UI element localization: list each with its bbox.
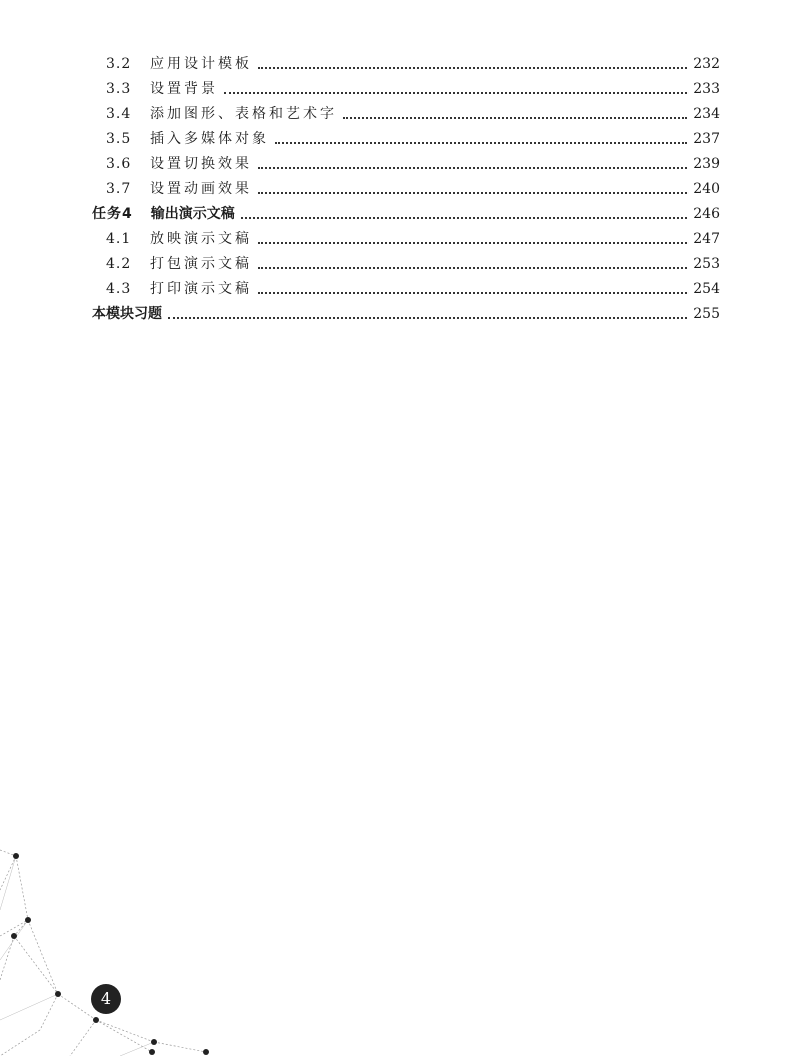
toc-page-number: 234 (693, 106, 720, 122)
toc-section-row (92, 302, 720, 327)
page-number-badge: 4 (91, 984, 121, 1014)
toc-dot-leader (343, 116, 687, 119)
toc-number: 3.4 (106, 106, 132, 122)
toc-page-number: 239 (693, 156, 720, 172)
toc-subsection-row (92, 152, 720, 177)
toc-dot-leader (258, 266, 687, 269)
toc-dot-leader (258, 191, 687, 194)
table-of-contents (92, 52, 720, 327)
toc-dot-leader (258, 291, 687, 294)
toc-title: 输出演示文稿 (150, 206, 235, 222)
network-decoration (0, 830, 240, 1056)
toc-dot-leader (258, 66, 687, 69)
toc-number: 4.2 (106, 256, 132, 272)
toc-title: 设置切换效果 (150, 156, 252, 172)
toc-subsection-row (92, 52, 720, 77)
toc-section-row (92, 202, 720, 227)
toc-subsection-row (92, 127, 720, 152)
toc-subsection-row (92, 177, 720, 202)
toc-number: 3.3 (106, 81, 132, 97)
toc-page-number: 254 (693, 281, 720, 297)
toc-title: 插入多媒体对象 (150, 131, 269, 147)
toc-subsection-row (92, 102, 720, 127)
toc-subsection-row (92, 77, 720, 102)
toc-page-number: 246 (693, 206, 720, 222)
toc-title: 应用设计模板 (150, 56, 252, 72)
toc-dot-leader (241, 216, 688, 219)
toc-number: 3.7 (106, 181, 132, 197)
toc-number: 3.5 (106, 131, 132, 147)
toc-dot-leader (224, 91, 687, 94)
toc-subsection-row (92, 227, 720, 252)
toc-dot-leader (275, 141, 687, 144)
toc-title: 本模块习题 (92, 306, 162, 322)
toc-number: 4.3 (106, 281, 132, 297)
toc-title: 打印演示文稿 (150, 281, 252, 297)
toc-title: 放映演示文稿 (150, 231, 252, 247)
toc-number: 3.6 (106, 156, 132, 172)
toc-dot-leader (258, 241, 687, 244)
toc-number: 任务4 (92, 206, 133, 222)
toc-title: 设置动画效果 (150, 181, 252, 197)
toc-subsection-row (92, 277, 720, 302)
toc-page-number: 247 (693, 231, 720, 247)
toc-page-number: 240 (693, 181, 720, 197)
toc-dot-leader (168, 316, 687, 319)
toc-subsection-row (92, 252, 720, 277)
toc-number: 4.1 (106, 231, 132, 247)
toc-page-number: 237 (693, 131, 720, 147)
toc-number: 3.2 (106, 56, 132, 72)
toc-page-number: 253 (693, 256, 720, 272)
toc-dot-leader (258, 166, 687, 169)
toc-page-number: 233 (693, 81, 720, 97)
toc-page-number: 255 (693, 306, 720, 322)
toc-title: 打包演示文稿 (150, 256, 252, 272)
toc-title: 设置背景 (150, 81, 218, 97)
toc-title: 添加图形、表格和艺术字 (150, 106, 337, 122)
toc-page-number: 232 (693, 56, 720, 72)
